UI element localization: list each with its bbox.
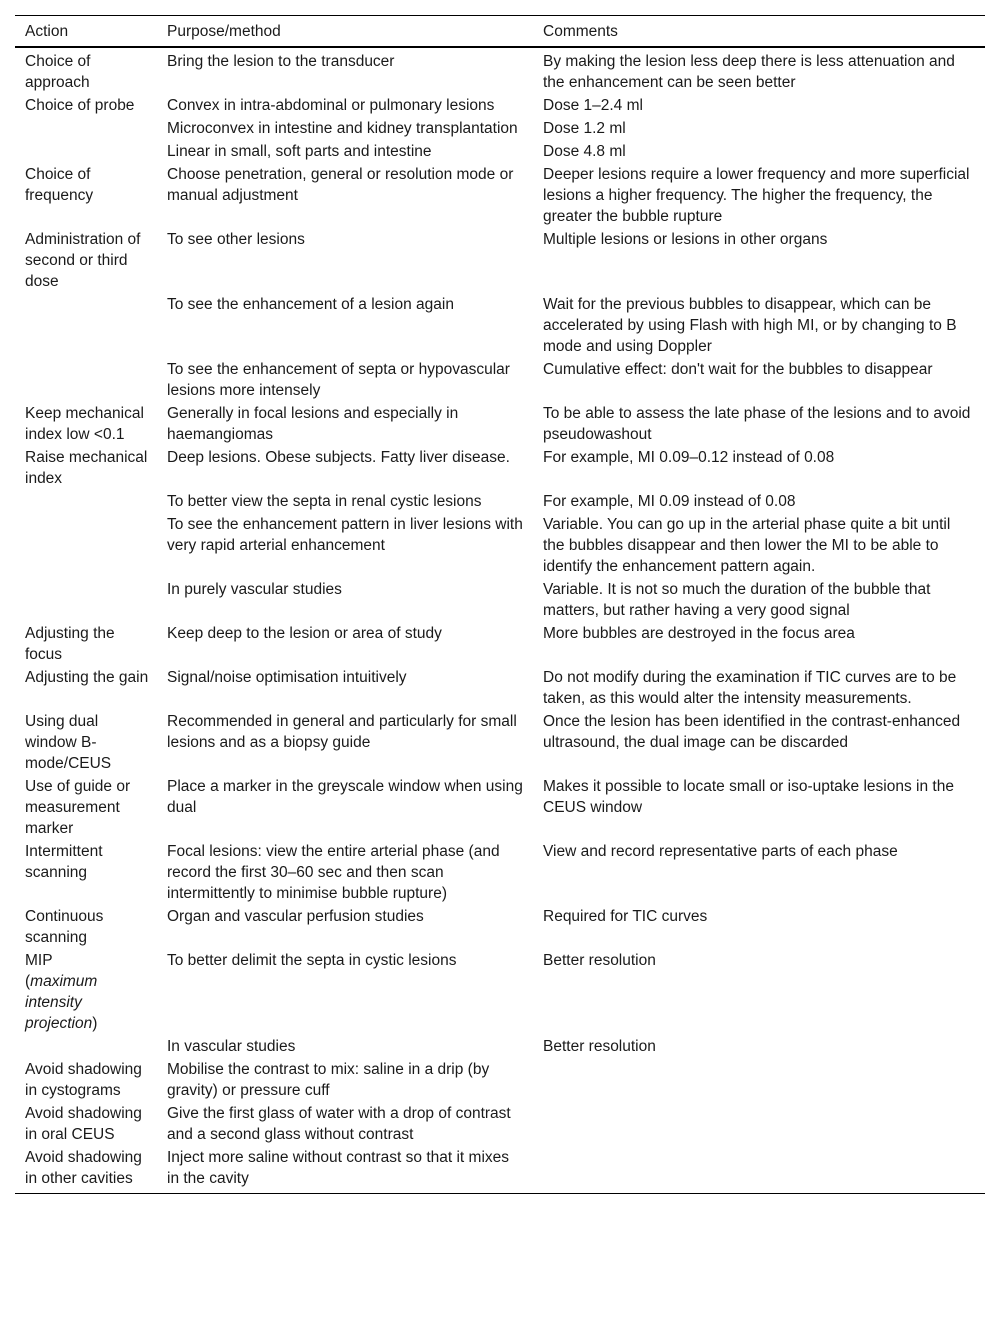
purpose-cell: To see the enhancement of septa or hypovascular lesions more intensely: [167, 361, 510, 399]
purpose-cell: To better delimit the septa in cystic lesions: [167, 952, 457, 969]
purpose-cell: Keep deep to the lesion or area of study: [167, 625, 442, 642]
purpose-cell: Convex in intra-abdominal or pulmonary lesions: [167, 97, 495, 114]
header-action: Action: [25, 23, 69, 40]
purpose-cell: Recommended in general and particularly for small lesions and as a biopsy guide: [167, 713, 517, 751]
action-cell: Choice of probe: [25, 97, 135, 114]
header-row: [15, 16, 985, 48]
table-header: [15, 16, 985, 48]
action-cell: Avoid shadowing in cystograms: [25, 1061, 142, 1099]
comments-cell: Dose 4.8 ml: [543, 143, 626, 160]
table-row: [15, 578, 985, 622]
comments-cell: To be able to assess the late phase of the lesions and to avoid pseudowashout: [543, 405, 971, 443]
comments-cell: Deeper lesions require a lower frequency and more superficial lesions a higher frequency. The higher the frequency, the greater the bubble rupture: [543, 166, 970, 225]
purpose-cell: To see the enhancement of a lesion again: [167, 296, 454, 313]
purpose-cell: To better view the septa in renal cystic lesions: [167, 493, 482, 510]
purpose-cell: Signal/noise optimisation intuitively: [167, 669, 407, 686]
action-cell: Raise mechanical index: [25, 449, 148, 487]
purpose-cell: Inject more saline without contrast so that it mixes in the cavity: [167, 1149, 510, 1187]
comments-cell: Cumulative effect: don't wait for the bubbles to disappear: [543, 361, 933, 378]
action-cell: Intermittent scanning: [25, 843, 103, 881]
comments-cell: Multiple lesions or lesions in other organs: [543, 231, 828, 248]
table-row: [15, 622, 985, 666]
action-cell: [15, 513, 157, 578]
table-row: [15, 840, 985, 905]
mip-open-paren: (: [25, 973, 31, 990]
purpose-cell: In vascular studies: [167, 1038, 296, 1055]
action-cell: Continuous scanning: [25, 908, 104, 946]
action-cell: [15, 1035, 157, 1058]
purpose-cell: Generally in focal lesions and especially in haemangiomas: [167, 405, 459, 443]
table-row: [15, 446, 985, 490]
action-cell: [15, 117, 157, 140]
table-row: [15, 117, 985, 140]
action-cell: [15, 140, 157, 163]
table-row: [15, 513, 985, 578]
purpose-cell: Bring the lesion to the transducer: [167, 53, 395, 70]
mip-close-paren: ): [92, 1015, 98, 1032]
purpose-cell: Focal lesions: view the entire arterial phase (and record the first 30–60 sec and then scan intermittently to minimise bubble rupture): [167, 843, 500, 902]
table-row: [15, 1146, 985, 1194]
comments-cell: More bubbles are destroyed in the focus area: [543, 625, 855, 642]
comments-cell: Better resolution: [543, 952, 656, 969]
purpose-cell: Organ and vascular perfusion studies: [167, 908, 424, 925]
purpose-cell: Give the first glass of water with a drop of contrast and a second glass without contrast: [167, 1105, 511, 1143]
action-cell: Keep mechanical index low <0.1: [25, 405, 144, 443]
purpose-cell: In purely vascular studies: [167, 581, 342, 598]
action-cell: Use of guide or measurement marker: [25, 778, 131, 837]
table-row: [15, 775, 985, 840]
comments-cell: Better resolution: [543, 1038, 656, 1055]
purpose-cell: To see the enhancement pattern in liver lesions with very rapid arterial enhancement: [167, 516, 523, 554]
table-row: [15, 710, 985, 775]
table-row: [15, 1102, 985, 1146]
purpose-cell: Microconvex in intestine and kidney transplantation: [167, 120, 518, 137]
purpose-cell: Deep lesions. Obese subjects. Fatty liver disease.: [167, 449, 510, 466]
comments-cell: For example, MI 0.09 instead of 0.08: [543, 493, 796, 510]
header-purpose: Purpose/method: [167, 23, 281, 40]
comments-cell: Dose 1–2.4 ml: [543, 97, 643, 114]
action-cell-mip: [15, 949, 157, 1035]
comments-cell: Required for TIC curves: [543, 908, 708, 925]
comments-cell: [533, 1146, 985, 1194]
purpose-cell: Linear in small, soft parts and intestine: [167, 143, 432, 160]
comments-cell: For example, MI 0.09–0.12 instead of 0.08: [543, 449, 835, 466]
table-row: [15, 490, 985, 513]
action-cell: [15, 358, 157, 402]
table-row: [15, 94, 985, 117]
table-row: [15, 402, 985, 446]
action-cell: Administration of second or third dose: [25, 231, 141, 290]
comments-cell: Do not modify during the examination if TIC curves are to be taken, as this would alter the intensity measurements.: [543, 669, 957, 707]
table-row: [15, 293, 985, 358]
table-row: [15, 949, 985, 1035]
comments-cell: [533, 1102, 985, 1146]
action-cell: Adjusting the gain: [25, 669, 149, 686]
comments-cell: Wait for the previous bubbles to disappear, which can be accelerated by using Flash with high MI, or by changing to B mode and using Doppler: [543, 296, 957, 355]
table-row: [15, 1035, 985, 1058]
action-cell: [15, 490, 157, 513]
comments-cell: Variable. It is not so much the duration of the bubble that matters, but rather having a very good signal: [543, 581, 931, 619]
action-cell: Choice of approach: [25, 53, 91, 91]
comments-cell: By making the lesion less deep there is less attenuation and the enhancement can be seen better: [543, 53, 955, 91]
action-cell: Using dual window B-mode/CEUS: [25, 713, 112, 772]
table-body: [15, 47, 985, 1194]
table-row: [15, 47, 985, 94]
table-row: [15, 140, 985, 163]
comments-cell: Once the lesion has been identified in the contrast-enhanced ultrasound, the dual image can be discarded: [543, 713, 961, 751]
comments-cell: Variable. You can go up in the arterial phase quite a bit until the bubbles disappear and then lower the MI to be able to identify the enhancement pattern again.: [543, 516, 951, 575]
action-cell: Adjusting the focus: [25, 625, 115, 663]
mip-expansion: maximum intensity projection: [25, 973, 98, 1032]
table-row: [15, 905, 985, 949]
action-cell: Avoid shadowing in other cavities: [25, 1149, 142, 1187]
header-comments: Comments: [543, 23, 618, 40]
table-row: [15, 666, 985, 710]
comments-cell: Makes it possible to locate small or iso-uptake lesions in the CEUS window: [543, 778, 954, 816]
mip-prefix: MIP: [25, 952, 53, 969]
comments-cell: Dose 1.2 ml: [543, 120, 626, 137]
ceus-recommendations-table: [15, 15, 985, 1194]
action-cell: Avoid shadowing in oral CEUS: [25, 1105, 142, 1143]
purpose-cell: To see other lesions: [167, 231, 305, 248]
action-cell: [15, 293, 157, 358]
comments-cell: View and record representative parts of each phase: [543, 843, 898, 860]
table-row: [15, 1058, 985, 1102]
table-row: [15, 163, 985, 228]
comments-cell: [533, 1058, 985, 1102]
action-cell: Choice of frequency: [25, 166, 94, 204]
action-cell: [15, 578, 157, 622]
table-row: [15, 228, 985, 293]
purpose-cell: Mobilise the contrast to mix: saline in a drip (by gravity) or pressure cuff: [167, 1061, 490, 1099]
purpose-cell: Choose penetration, general or resolution mode or manual adjustment: [167, 166, 514, 204]
table-row: [15, 358, 985, 402]
purpose-cell: Place a marker in the greyscale window when using dual: [167, 778, 523, 816]
